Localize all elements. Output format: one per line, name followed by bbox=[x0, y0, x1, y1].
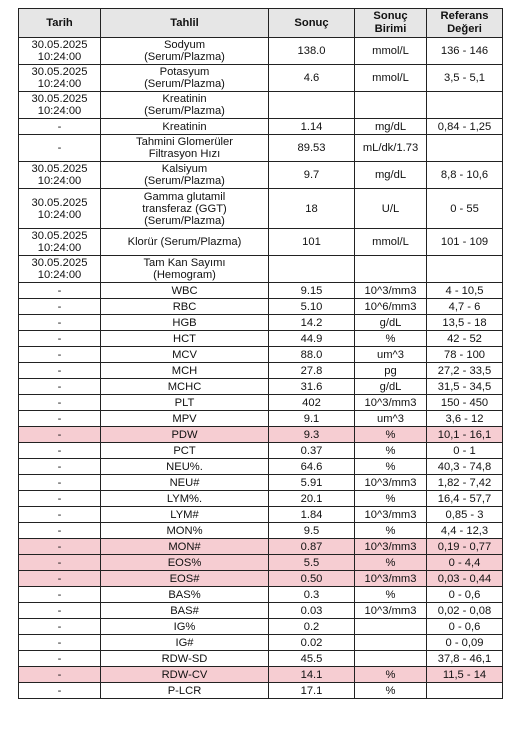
cell-result: 0.03 bbox=[269, 603, 355, 619]
cell-test: Tahmini Glomerüler Filtrasyon Hızı bbox=[101, 135, 269, 162]
cell-test: P-LCR bbox=[101, 683, 269, 699]
table-row bbox=[19, 619, 503, 635]
cell-unit: mmol/L bbox=[355, 38, 427, 65]
cell-date: - bbox=[19, 119, 101, 135]
cell-reference bbox=[427, 683, 503, 699]
table-row bbox=[19, 38, 503, 65]
cell-reference: 4,4 - 12,3 bbox=[427, 523, 503, 539]
cell-unit: g/dL bbox=[355, 379, 427, 395]
header-unit: Sonuç Birimi bbox=[355, 9, 427, 38]
cell-reference: 150 - 450 bbox=[427, 395, 503, 411]
cell-date: - bbox=[19, 603, 101, 619]
table-row bbox=[19, 65, 503, 92]
cell-test: IG# bbox=[101, 635, 269, 651]
cell-result bbox=[269, 92, 355, 119]
cell-test: IG% bbox=[101, 619, 269, 635]
cell-unit: mg/dL bbox=[355, 119, 427, 135]
cell-date: - bbox=[19, 363, 101, 379]
cell-test: Kreatinin (Serum/Plazma) bbox=[101, 92, 269, 119]
cell-date: - bbox=[19, 299, 101, 315]
cell-unit: % bbox=[355, 683, 427, 699]
cell-unit: g/dL bbox=[355, 315, 427, 331]
lab-results-document bbox=[18, 8, 502, 699]
table-row bbox=[19, 92, 503, 119]
table-row bbox=[19, 315, 503, 331]
cell-test: RDW-CV bbox=[101, 667, 269, 683]
cell-reference: 136 - 146 bbox=[427, 38, 503, 65]
cell-result: 9.1 bbox=[269, 411, 355, 427]
cell-reference: 0 - 0,09 bbox=[427, 635, 503, 651]
cell-test: PCT bbox=[101, 443, 269, 459]
cell-result: 64.6 bbox=[269, 459, 355, 475]
cell-result: 31.6 bbox=[269, 379, 355, 395]
cell-test: NEU# bbox=[101, 475, 269, 491]
table-row bbox=[19, 379, 503, 395]
cell-unit bbox=[355, 619, 427, 635]
cell-unit: mL/dk/1.73 bbox=[355, 135, 427, 162]
cell-unit: mg/dL bbox=[355, 162, 427, 189]
cell-reference: 4,7 - 6 bbox=[427, 299, 503, 315]
cell-reference: 0 - 0,6 bbox=[427, 619, 503, 635]
cell-unit: mmol/L bbox=[355, 229, 427, 256]
cell-result: 17.1 bbox=[269, 683, 355, 699]
header-test: Tahlil bbox=[101, 9, 269, 38]
cell-result: 14.1 bbox=[269, 667, 355, 683]
cell-reference: 0 - 1 bbox=[427, 443, 503, 459]
table-row bbox=[19, 363, 503, 379]
table-row bbox=[19, 587, 503, 603]
cell-result: 14.2 bbox=[269, 315, 355, 331]
cell-date: 30.05.2025 10:24:00 bbox=[19, 189, 101, 229]
cell-test: PDW bbox=[101, 427, 269, 443]
cell-result: 0.02 bbox=[269, 635, 355, 651]
cell-date: - bbox=[19, 619, 101, 635]
cell-date: - bbox=[19, 315, 101, 331]
cell-test: Tam Kan Sayımı (Hemogram) bbox=[101, 256, 269, 283]
cell-date: - bbox=[19, 651, 101, 667]
cell-date: 30.05.2025 10:24:00 bbox=[19, 38, 101, 65]
cell-reference: 8,8 - 10,6 bbox=[427, 162, 503, 189]
cell-reference: 27,2 - 33,5 bbox=[427, 363, 503, 379]
cell-unit: um^3 bbox=[355, 411, 427, 427]
cell-date: - bbox=[19, 395, 101, 411]
cell-test: BAS% bbox=[101, 587, 269, 603]
cell-unit: U/L bbox=[355, 189, 427, 229]
cell-test: EOS# bbox=[101, 571, 269, 587]
cell-result: 1.84 bbox=[269, 507, 355, 523]
cell-reference: 40,3 - 74,8 bbox=[427, 459, 503, 475]
cell-date: - bbox=[19, 667, 101, 683]
cell-unit bbox=[355, 635, 427, 651]
cell-test: MPV bbox=[101, 411, 269, 427]
cell-reference: 78 - 100 bbox=[427, 347, 503, 363]
lab-results-table bbox=[18, 8, 503, 699]
cell-unit bbox=[355, 256, 427, 283]
cell-date: - bbox=[19, 443, 101, 459]
cell-date: - bbox=[19, 539, 101, 555]
cell-date: 30.05.2025 10:24:00 bbox=[19, 229, 101, 256]
table-row bbox=[19, 119, 503, 135]
cell-test: Klorür (Serum/Plazma) bbox=[101, 229, 269, 256]
cell-test: HCT bbox=[101, 331, 269, 347]
table-row bbox=[19, 283, 503, 299]
cell-result: 5.10 bbox=[269, 299, 355, 315]
cell-unit: 10^3/mm3 bbox=[355, 475, 427, 491]
cell-date: - bbox=[19, 283, 101, 299]
cell-date: - bbox=[19, 379, 101, 395]
cell-reference: 0 - 0,6 bbox=[427, 587, 503, 603]
cell-result: 88.0 bbox=[269, 347, 355, 363]
cell-result: 9.15 bbox=[269, 283, 355, 299]
cell-test: WBC bbox=[101, 283, 269, 299]
cell-result: 0.50 bbox=[269, 571, 355, 587]
table-row bbox=[19, 539, 503, 555]
cell-date: - bbox=[19, 523, 101, 539]
cell-result: 5.91 bbox=[269, 475, 355, 491]
cell-unit: pg bbox=[355, 363, 427, 379]
cell-unit: 10^3/mm3 bbox=[355, 571, 427, 587]
cell-test: MON# bbox=[101, 539, 269, 555]
cell-date: - bbox=[19, 411, 101, 427]
cell-result: 402 bbox=[269, 395, 355, 411]
cell-unit: % bbox=[355, 491, 427, 507]
cell-reference: 37,8 - 46,1 bbox=[427, 651, 503, 667]
cell-unit: % bbox=[355, 427, 427, 443]
cell-unit: % bbox=[355, 443, 427, 459]
cell-reference bbox=[427, 92, 503, 119]
cell-date: - bbox=[19, 635, 101, 651]
cell-test: RBC bbox=[101, 299, 269, 315]
cell-test: MCHC bbox=[101, 379, 269, 395]
table-row bbox=[19, 683, 503, 699]
cell-test: MON% bbox=[101, 523, 269, 539]
cell-test: Gamma glutamil transferaz (GGT) (Serum/Plazma) bbox=[101, 189, 269, 229]
cell-result: 18 bbox=[269, 189, 355, 229]
cell-unit: 10^3/mm3 bbox=[355, 539, 427, 555]
table-row bbox=[19, 507, 503, 523]
cell-reference: 31,5 - 34,5 bbox=[427, 379, 503, 395]
header-reference: Referans Değeri bbox=[427, 9, 503, 38]
cell-test: RDW-SD bbox=[101, 651, 269, 667]
cell-result: 138.0 bbox=[269, 38, 355, 65]
cell-test: LYM# bbox=[101, 507, 269, 523]
cell-reference: 0,84 - 1,25 bbox=[427, 119, 503, 135]
cell-test: NEU%. bbox=[101, 459, 269, 475]
cell-date: - bbox=[19, 427, 101, 443]
cell-result: 9.3 bbox=[269, 427, 355, 443]
cell-reference: 13,5 - 18 bbox=[427, 315, 503, 331]
table-row bbox=[19, 427, 503, 443]
cell-result: 9.5 bbox=[269, 523, 355, 539]
cell-unit: % bbox=[355, 331, 427, 347]
cell-reference: 4 - 10,5 bbox=[427, 283, 503, 299]
table-row bbox=[19, 491, 503, 507]
cell-date: - bbox=[19, 683, 101, 699]
cell-reference: 0,19 - 0,77 bbox=[427, 539, 503, 555]
table-row bbox=[19, 162, 503, 189]
cell-date: - bbox=[19, 555, 101, 571]
cell-unit: % bbox=[355, 667, 427, 683]
cell-date: - bbox=[19, 475, 101, 491]
cell-date: - bbox=[19, 587, 101, 603]
cell-unit bbox=[355, 92, 427, 119]
table-row bbox=[19, 571, 503, 587]
cell-unit: 10^3/mm3 bbox=[355, 603, 427, 619]
cell-unit: 10^3/mm3 bbox=[355, 395, 427, 411]
cell-date: 30.05.2025 10:24:00 bbox=[19, 256, 101, 283]
cell-date: 30.05.2025 10:24:00 bbox=[19, 92, 101, 119]
cell-test: Kreatinin bbox=[101, 119, 269, 135]
cell-unit: um^3 bbox=[355, 347, 427, 363]
table-row bbox=[19, 347, 503, 363]
cell-test: MCH bbox=[101, 363, 269, 379]
table-row bbox=[19, 135, 503, 162]
table-header bbox=[19, 9, 503, 38]
cell-result: 0.87 bbox=[269, 539, 355, 555]
table-row bbox=[19, 603, 503, 619]
table-row bbox=[19, 635, 503, 651]
cell-date: - bbox=[19, 331, 101, 347]
header-date: Tarih bbox=[19, 9, 101, 38]
cell-reference: 1,82 - 7,42 bbox=[427, 475, 503, 491]
cell-result: 0.3 bbox=[269, 587, 355, 603]
table-row bbox=[19, 523, 503, 539]
cell-result: 27.8 bbox=[269, 363, 355, 379]
table-row bbox=[19, 555, 503, 571]
cell-reference: 0,02 - 0,08 bbox=[427, 603, 503, 619]
cell-reference: 16,4 - 57,7 bbox=[427, 491, 503, 507]
cell-test: Sodyum (Serum/Plazma) bbox=[101, 38, 269, 65]
cell-unit: % bbox=[355, 459, 427, 475]
cell-reference: 101 - 109 bbox=[427, 229, 503, 256]
cell-result: 5.5 bbox=[269, 555, 355, 571]
table-row bbox=[19, 229, 503, 256]
cell-test: Kalsiyum (Serum/Plazma) bbox=[101, 162, 269, 189]
cell-result bbox=[269, 256, 355, 283]
table-row bbox=[19, 667, 503, 683]
cell-date: - bbox=[19, 135, 101, 162]
cell-date: - bbox=[19, 491, 101, 507]
cell-reference: 0 - 4,4 bbox=[427, 555, 503, 571]
table-row bbox=[19, 189, 503, 229]
cell-result: 9.7 bbox=[269, 162, 355, 189]
cell-test: EOS% bbox=[101, 555, 269, 571]
cell-result: 89.53 bbox=[269, 135, 355, 162]
cell-reference: 0,85 - 3 bbox=[427, 507, 503, 523]
cell-unit: 10^3/mm3 bbox=[355, 507, 427, 523]
cell-date: - bbox=[19, 571, 101, 587]
cell-date: - bbox=[19, 459, 101, 475]
cell-unit: 10^6/mm3 bbox=[355, 299, 427, 315]
cell-date: - bbox=[19, 347, 101, 363]
cell-reference: 0,03 - 0,44 bbox=[427, 571, 503, 587]
cell-test: PLT bbox=[101, 395, 269, 411]
table-row bbox=[19, 475, 503, 491]
table-row bbox=[19, 395, 503, 411]
cell-test: LYM%. bbox=[101, 491, 269, 507]
cell-reference bbox=[427, 135, 503, 162]
cell-unit: % bbox=[355, 523, 427, 539]
cell-date: 30.05.2025 10:24:00 bbox=[19, 162, 101, 189]
cell-unit: % bbox=[355, 555, 427, 571]
cell-test: MCV bbox=[101, 347, 269, 363]
cell-result: 0.37 bbox=[269, 443, 355, 459]
cell-result: 44.9 bbox=[269, 331, 355, 347]
table-row bbox=[19, 256, 503, 283]
table-row bbox=[19, 299, 503, 315]
header-result: Sonuç bbox=[269, 9, 355, 38]
cell-result: 45.5 bbox=[269, 651, 355, 667]
cell-reference bbox=[427, 256, 503, 283]
cell-reference: 42 - 52 bbox=[427, 331, 503, 347]
cell-unit: 10^3/mm3 bbox=[355, 283, 427, 299]
cell-result: 20.1 bbox=[269, 491, 355, 507]
cell-result: 4.6 bbox=[269, 65, 355, 92]
table-row bbox=[19, 331, 503, 347]
table-row bbox=[19, 651, 503, 667]
cell-result: 1.14 bbox=[269, 119, 355, 135]
cell-reference: 10,1 - 16,1 bbox=[427, 427, 503, 443]
cell-test: BAS# bbox=[101, 603, 269, 619]
cell-unit: mmol/L bbox=[355, 65, 427, 92]
header-row bbox=[19, 9, 503, 38]
cell-unit: % bbox=[355, 587, 427, 603]
cell-reference: 0 - 55 bbox=[427, 189, 503, 229]
table-row bbox=[19, 443, 503, 459]
cell-reference: 11,5 - 14 bbox=[427, 667, 503, 683]
cell-date: 30.05.2025 10:24:00 bbox=[19, 65, 101, 92]
cell-test: Potasyum (Serum/Plazma) bbox=[101, 65, 269, 92]
cell-result: 101 bbox=[269, 229, 355, 256]
cell-unit bbox=[355, 651, 427, 667]
cell-reference: 3,5 - 5,1 bbox=[427, 65, 503, 92]
cell-date: - bbox=[19, 507, 101, 523]
table-row bbox=[19, 459, 503, 475]
table-row bbox=[19, 411, 503, 427]
cell-result: 0.2 bbox=[269, 619, 355, 635]
cell-test: HGB bbox=[101, 315, 269, 331]
table-body bbox=[19, 38, 503, 699]
cell-reference: 3,6 - 12 bbox=[427, 411, 503, 427]
